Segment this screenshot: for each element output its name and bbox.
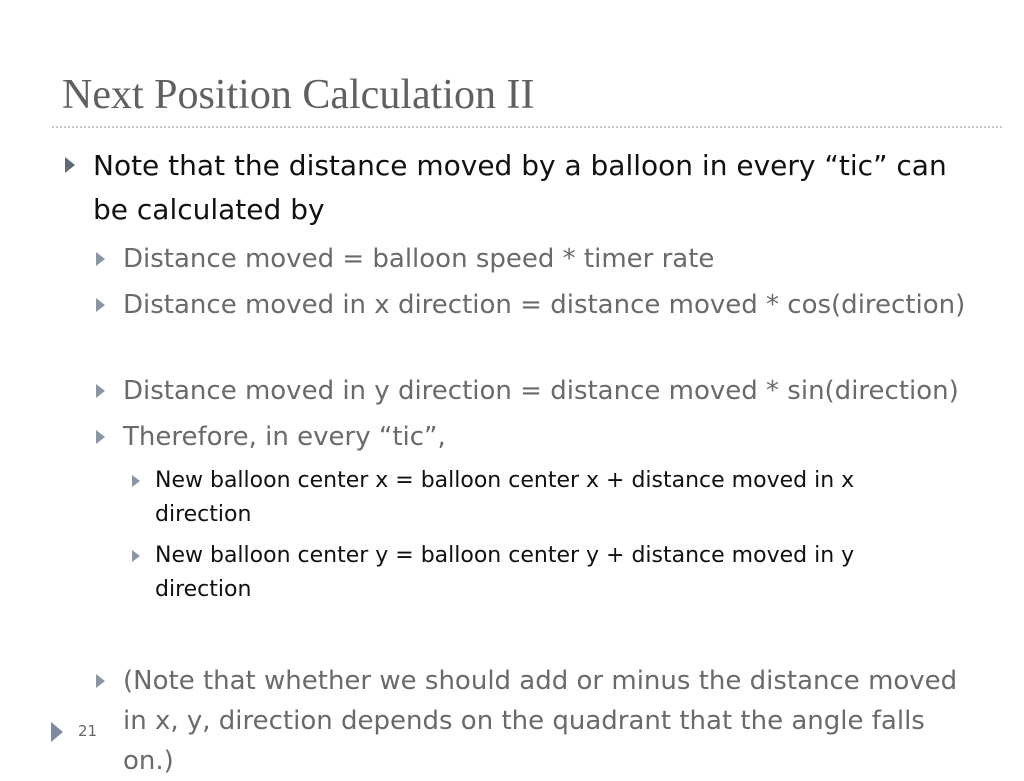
- bullet-text: (Note that whether we should add or minus the distance moved in x, y, direction depends on the quadrant that the angle falls on.): [123, 666, 958, 776]
- bullet-level2: [123, 285, 983, 325]
- bullet-arrow-icon: [96, 252, 105, 266]
- bullet-arrow-icon: [96, 384, 105, 398]
- slide-title: Next Position Calculation II: [62, 72, 535, 118]
- bullet-text: Note that the distance moved by a balloon in every “tic” can be calculated by: [93, 149, 947, 226]
- bullet-arrow-icon: [96, 430, 105, 444]
- bullet-level2: [123, 417, 983, 457]
- bullet-text: New balloon center y = balloon center y + distance moved in y direction: [155, 543, 855, 602]
- bullet-level3: [155, 464, 915, 532]
- page-number: 21: [78, 722, 98, 740]
- footer-arrow-icon: [51, 722, 63, 742]
- bullet-arrow-icon: [96, 674, 105, 688]
- bullet-level2: [123, 661, 983, 781]
- bullet-level1: [93, 144, 973, 232]
- bullet-text: Distance moved in x direction = distance moved * cos(direction): [123, 290, 966, 320]
- bullet-text: Distance moved = balloon speed * timer rate: [123, 244, 715, 274]
- bullet-level2: [123, 371, 983, 411]
- bullet-arrow-icon: [132, 475, 140, 487]
- bullet-level3: [155, 539, 915, 607]
- bullet-level2: [123, 239, 983, 279]
- bullet-arrow-icon: [96, 298, 105, 312]
- bullet-text: Therefore, in every “tic”,: [123, 422, 446, 452]
- bullet-text: Distance moved in y direction = distance moved * sin(direction): [123, 376, 959, 406]
- bullet-arrow-icon: [132, 550, 140, 562]
- bullet-text: New balloon center x = balloon center x + distance moved in x direction: [155, 468, 855, 527]
- bullet-arrow-icon: [65, 157, 75, 173]
